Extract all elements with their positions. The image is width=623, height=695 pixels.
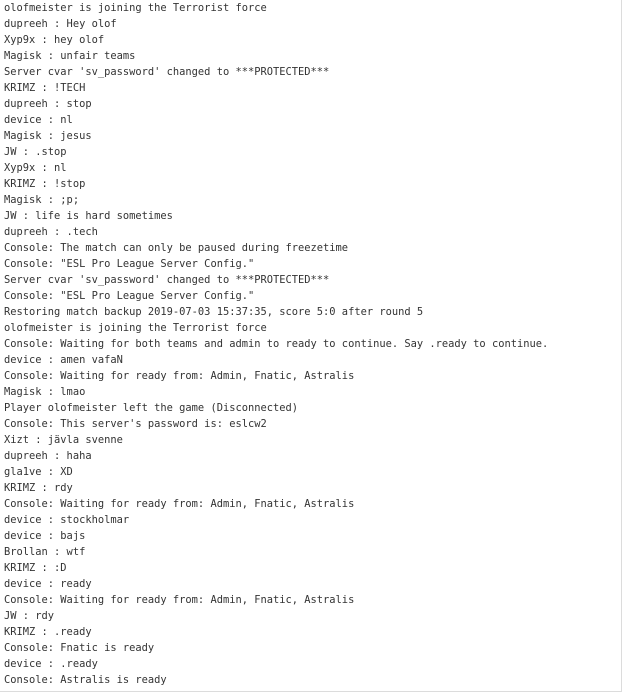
log-line: olofmeister is joining the Terrorist force [4,2,267,14]
log-line: Xyp9x : hey olof [4,34,105,46]
log-line: Magisk : unfair teams [4,50,136,62]
log-line: Console: Waiting for ready from: Admin, Fnatic, Astralis [4,498,355,510]
log-line: KRIMZ : :D [4,562,67,574]
log-line: Console: The match can only be paused during freezetime [4,242,349,254]
log-line: Console: This server's password is: eslcw2 [4,418,267,430]
log-line: device : nl [4,114,73,126]
log-line: Console: Waiting for ready from: Admin, Fnatic, Astralis [4,594,355,606]
log-line: JW : .stop [4,146,67,158]
log-line: KRIMZ : .ready [4,626,92,638]
log-line: Console: "ESL Pro League Server Config." [4,258,255,270]
log-line: KRIMZ : rdy [4,482,73,494]
log-line: Console: Waiting for ready from: Admin, Fnatic, Astralis [4,370,355,382]
log-line: dupreeh : haha [4,450,92,462]
log-line: device : amen vafaN [4,354,123,366]
log-line: Console: Fnatic is ready [4,642,155,654]
log-line: Server cvar 'sv_password' changed to ***PROTECTED*** [4,274,330,286]
log-line: device : ready [4,578,92,590]
log-line: Restoring match backup 2019-07-03 15:37:35, score 5:0 after round 5 [4,306,424,318]
log-line: JW : rdy [4,610,55,622]
log-line: olofmeister is joining the Terrorist force [4,322,267,334]
log-line: Magisk : ;p; [4,194,80,206]
log-line: Console: "ESL Pro League Server Config." [4,290,255,302]
log-line: device : .ready [4,658,98,670]
log-line: Brollan : wtf [4,546,86,558]
log-line: Magisk : jesus [4,130,92,142]
log-line: KRIMZ : !TECH [4,82,86,94]
log-line: Console: Waiting for both teams and admin to ready to continue. Say .ready to continue. [4,338,549,350]
log-line: KRIMZ : !stop [4,178,86,190]
log-line: Magisk : lmao [4,386,86,398]
log-line: device : stockholmar [4,514,130,526]
log-line: gla1ve : XD [4,466,73,478]
log-line: Server cvar 'sv_password' changed to ***PROTECTED*** [4,66,330,78]
log-line: device : bajs [4,530,86,542]
log-line: dupreeh : .tech [4,226,98,238]
log-line: JW : life is hard sometimes [4,210,173,222]
log-line: Xyp9x : nl [4,162,67,174]
log-line: Xizt : jävla svenne [4,434,123,446]
log-line: dupreeh : Hey olof [4,18,117,30]
log-line: Console: Astralis is ready [4,674,167,686]
log-line: dupreeh : stop [4,98,92,110]
log-line: Player olofmeister left the game (Disconnected) [4,402,299,414]
